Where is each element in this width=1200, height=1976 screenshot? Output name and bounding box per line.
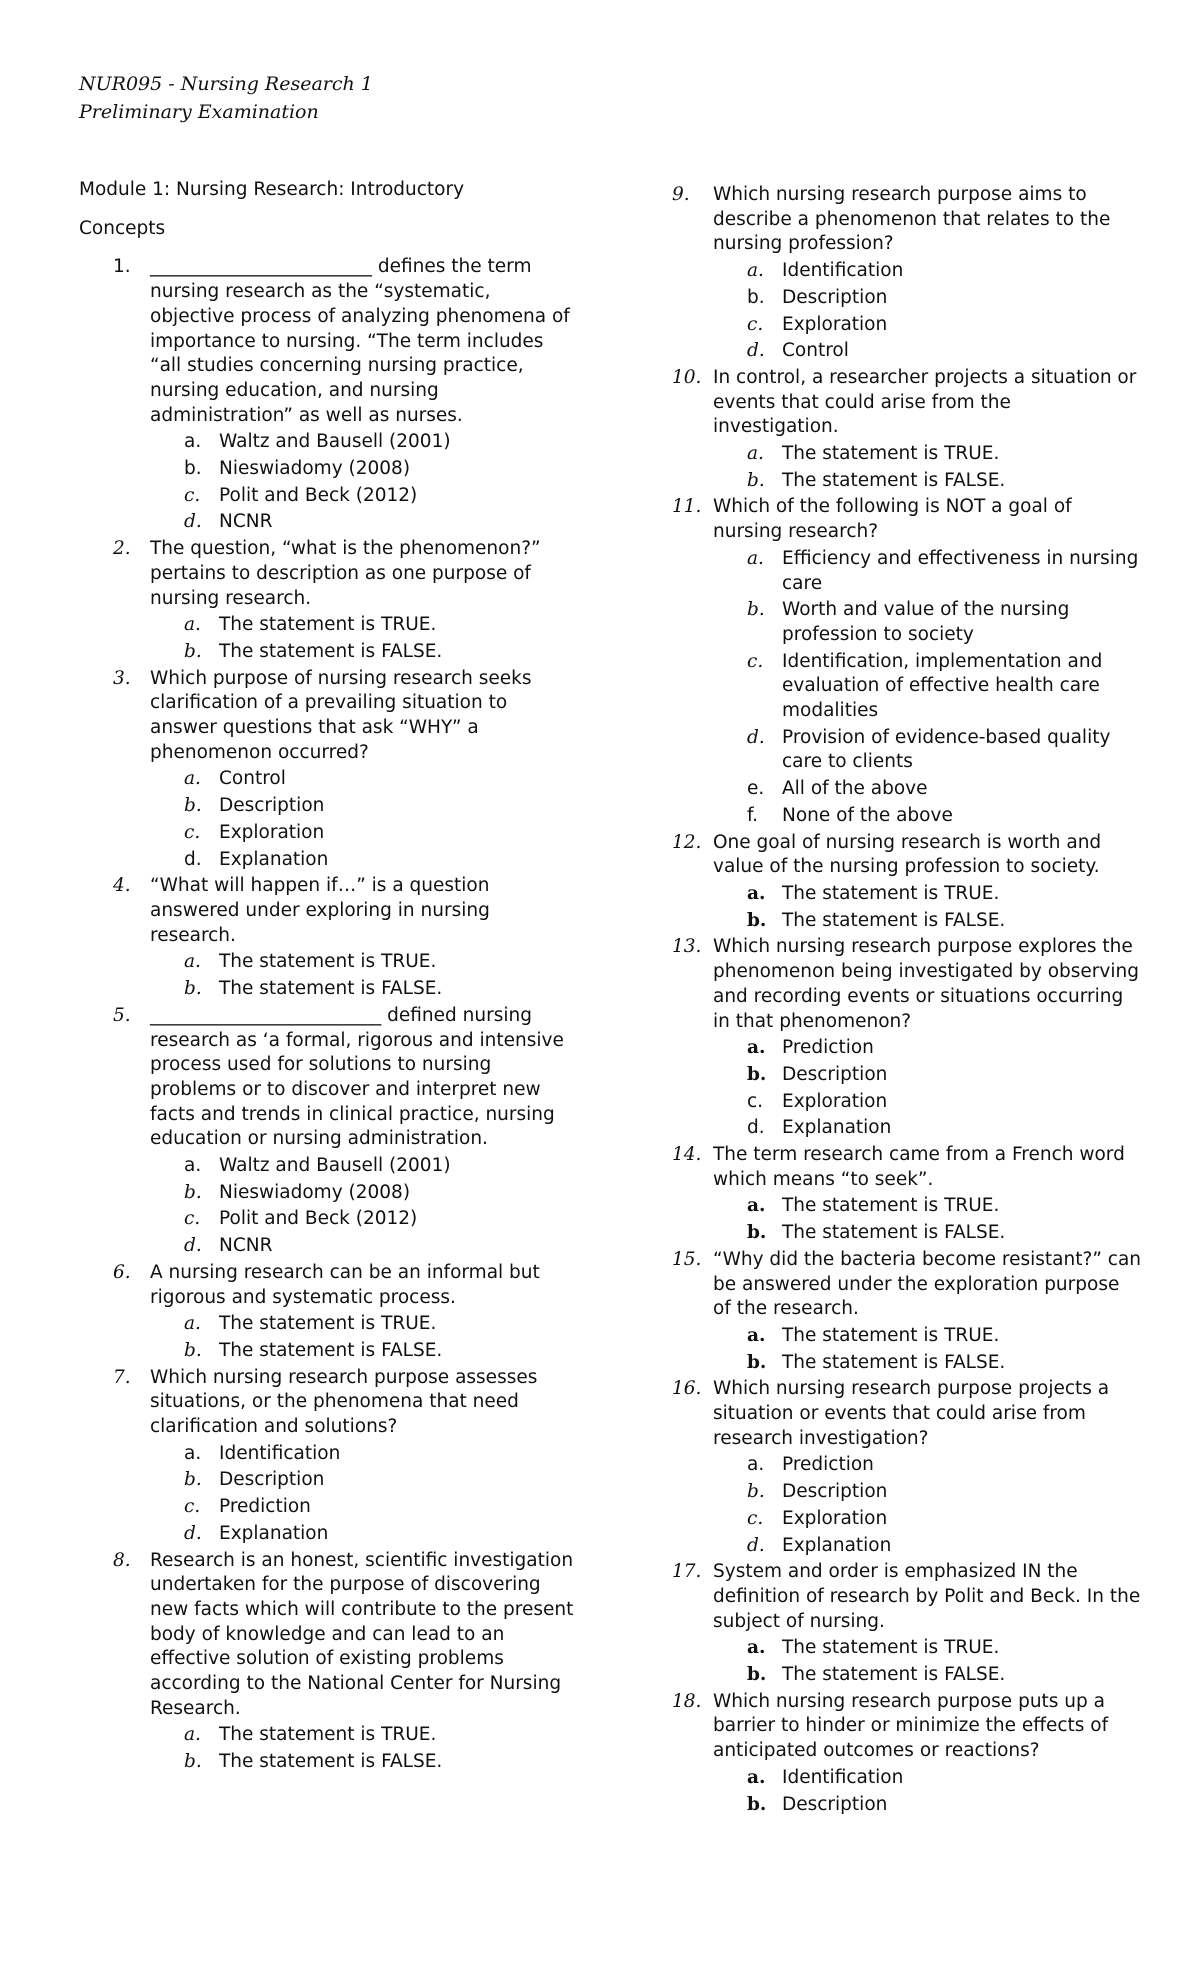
- option-letter: b.: [747, 1063, 767, 1085]
- option-text: The statement is FALSE.: [219, 1339, 443, 1361]
- question-number: 4.: [113, 875, 131, 897]
- answer-option: [79, 1442, 579, 1467]
- option-letter: a.: [184, 614, 201, 636]
- answer-option: [672, 1534, 1142, 1559]
- option-text: The statement is TRUE.: [782, 1637, 1000, 1659]
- option-letter: d.: [184, 511, 202, 533]
- answer-option: [672, 909, 1142, 934]
- question-text: The term research came from a French word which means “to seek”.: [713, 1144, 1125, 1190]
- option-letter: c.: [747, 650, 764, 672]
- question-number: 16.: [672, 1378, 702, 1400]
- answer-options: [150, 1723, 579, 1774]
- answer-option: [79, 430, 579, 455]
- left-column: [79, 178, 579, 1777]
- answer-option: [79, 484, 579, 509]
- answer-options: [150, 1154, 579, 1259]
- answer-options: [713, 442, 1142, 493]
- answer-options: [713, 1636, 1142, 1687]
- answer-option: [79, 613, 579, 638]
- option-letter: b.: [747, 1793, 767, 1815]
- question-text: System and order is emphasized IN the definition of research by Polit and Beck. In the subject of nursing.: [713, 1561, 1141, 1632]
- option-text: NCNR: [219, 1235, 273, 1257]
- option-text: Exploration: [782, 313, 888, 335]
- option-letter: b.: [747, 1664, 767, 1686]
- option-text: None of the above: [782, 804, 953, 826]
- option-text: The statement is FALSE.: [782, 1351, 1006, 1373]
- option-text: Identification, implementation and evaluation of effective health care modalities: [782, 650, 1103, 722]
- answer-option: [672, 1063, 1142, 1088]
- question-number: 14.: [672, 1144, 702, 1166]
- answer-option: [672, 469, 1142, 494]
- question-text: Which of the following is NOT a goal of nursing research?: [713, 496, 1072, 543]
- answer-option: [79, 640, 579, 665]
- option-text: The statement is TRUE.: [219, 1313, 437, 1335]
- option-text: Prediction: [219, 1496, 311, 1518]
- answer-options: [713, 1324, 1142, 1375]
- question-text: Which nursing research purpose puts up a barrier to hinder or minimize the effects of anticipated outcomes or reactions?: [713, 1690, 1109, 1762]
- option-letter: a.: [747, 1195, 766, 1217]
- option-letter: b.: [747, 909, 767, 931]
- option-text: Prediction: [782, 1454, 874, 1476]
- option-letter: a.: [747, 1037, 766, 1059]
- question-text: Research is an honest, scientific investigation undertaken for the purpose of discovering new facts which will contribute to the present body of knowledge and can lead to an effective solution of existing problems according to the National Center for Nursing Research.: [150, 1549, 574, 1719]
- answer-option: [672, 1351, 1142, 1376]
- question-item: [79, 667, 579, 873]
- question-text: One goal of nursing research is worth and value of the nursing profession to society.: [713, 831, 1102, 878]
- option-letter: d.: [747, 340, 765, 362]
- answer-option: [79, 1234, 579, 1259]
- option-text: Description: [219, 795, 325, 817]
- option-text: Explanation: [219, 1522, 329, 1544]
- question-item: [79, 1549, 579, 1775]
- option-text: Exploration: [782, 1507, 888, 1529]
- option-text: Identification: [219, 1442, 341, 1464]
- option-text: Description: [782, 1793, 888, 1815]
- option-text: The statement is TRUE.: [782, 1324, 1000, 1346]
- question-text: _________________________ defined nursing research as ‘a formal, rigorous and intensive process used for solutions to nursing problems or to discover and interpret new facts and trends in clinical practice, nursing education or nursing administration.: [150, 1004, 564, 1150]
- answer-option: [672, 1507, 1142, 1532]
- question-item: [79, 1366, 579, 1547]
- answer-option: [79, 1154, 579, 1179]
- option-letter: b.: [747, 599, 765, 621]
- option-text: The statement is FALSE.: [219, 1751, 443, 1773]
- answer-options: [713, 259, 1142, 364]
- answer-options: [713, 547, 1142, 829]
- option-text: Exploration: [782, 1090, 888, 1112]
- document-header: [79, 70, 373, 126]
- answer-option: [672, 1036, 1142, 1061]
- answer-option: [672, 650, 1142, 724]
- option-letter: a.: [184, 1155, 202, 1177]
- question-number: 3.: [113, 667, 131, 689]
- question-text: Which nursing research purpose assesses situations, or the phenomena that need clarification and solutions?: [150, 1366, 538, 1438]
- option-text: Waltz and Bausell (2001): [219, 1155, 451, 1177]
- option-text: Nieswiadomy (2008): [219, 458, 411, 480]
- answer-option: [672, 547, 1142, 596]
- option-text: The statement is FALSE.: [219, 978, 443, 1000]
- option-letter: a.: [184, 768, 201, 790]
- answer-options: [713, 1036, 1142, 1141]
- answer-option: [79, 794, 579, 819]
- option-text: Exploration: [219, 821, 325, 843]
- option-text: The statement is FALSE.: [782, 1664, 1006, 1686]
- answer-option: [672, 1636, 1142, 1661]
- option-letter: c.: [184, 821, 201, 843]
- answer-option: [672, 1116, 1142, 1141]
- question-number: 11.: [672, 496, 702, 518]
- option-letter: b.: [184, 640, 202, 662]
- question-number: 5.: [113, 1004, 131, 1026]
- option-letter: b.: [184, 1339, 202, 1361]
- question-text: A nursing research can be an informal but rigorous and systematic process.: [150, 1261, 540, 1308]
- question-number: 2.: [113, 538, 131, 560]
- question-number: 9.: [672, 184, 690, 205]
- answer-option: [672, 882, 1142, 907]
- question-item: [672, 495, 1142, 828]
- answer-option: [79, 1312, 579, 1337]
- option-letter: a.: [184, 1724, 201, 1746]
- question-number: 10.: [672, 366, 702, 388]
- right-column: [672, 181, 1142, 1819]
- option-text: Polit and Beck (2012): [219, 484, 418, 506]
- question-item: [79, 255, 579, 535]
- option-text: Prediction: [782, 1037, 874, 1059]
- option-text: Description: [782, 1481, 888, 1503]
- option-text: The statement is TRUE.: [782, 1195, 1000, 1217]
- question-item: [672, 935, 1142, 1141]
- answer-option: [672, 1766, 1142, 1791]
- option-letter: b.: [747, 469, 765, 491]
- option-letter: b.: [184, 458, 202, 480]
- answer-option: [79, 821, 579, 846]
- answer-options: [150, 950, 579, 1001]
- answer-option: [672, 804, 1142, 829]
- option-letter: a.: [747, 1766, 766, 1788]
- option-text: Nieswiadomy (2008): [219, 1181, 411, 1203]
- answer-option: [672, 1793, 1142, 1818]
- option-text: Description: [782, 286, 888, 308]
- question-text: “What will happen if…” is a question answered under exploring in nursing research.: [150, 875, 490, 946]
- option-letter: a.: [747, 882, 766, 904]
- option-letter: b.: [184, 795, 202, 817]
- option-text: Waltz and Bausell (2001): [219, 431, 451, 453]
- question-item: [672, 1377, 1142, 1558]
- option-letter: a.: [184, 431, 202, 453]
- answer-option: [79, 1339, 579, 1364]
- option-text: The statement is TRUE.: [782, 443, 1000, 465]
- question-number: 15.: [672, 1248, 702, 1270]
- answer-option: [79, 1468, 579, 1493]
- answer-option: [672, 313, 1142, 338]
- option-text: Efficiency and effectiveness in nursing care: [782, 547, 1139, 594]
- answer-option: [79, 1495, 579, 1520]
- option-letter: b.: [747, 1481, 765, 1503]
- question-item: [672, 1143, 1142, 1246]
- answer-option: [672, 1324, 1142, 1349]
- answer-option: [672, 442, 1142, 467]
- option-text: Explanation: [782, 1534, 892, 1556]
- option-letter: a.: [747, 547, 764, 569]
- option-text: Explanation: [219, 848, 329, 870]
- question-text: Which nursing research purpose projects a situation or events that could arise from research investigation?: [713, 1378, 1110, 1449]
- question-item: [672, 366, 1142, 494]
- option-text: The statement is FALSE.: [782, 909, 1006, 931]
- option-letter: a.: [184, 1442, 202, 1464]
- question-item: [79, 537, 579, 665]
- option-letter: b.: [184, 1469, 202, 1491]
- option-text: The statement is TRUE.: [219, 1724, 437, 1746]
- answer-options: [150, 430, 579, 535]
- option-letter: b.: [747, 286, 765, 308]
- question-text: In control, a researcher projects a situation or events that could arise from the investigation.: [713, 366, 1137, 438]
- answer-option: [672, 339, 1142, 364]
- option-letter: c.: [747, 1090, 764, 1112]
- option-letter: a.: [184, 1313, 201, 1335]
- question-item: [672, 1560, 1142, 1688]
- question-number: 1.: [113, 256, 131, 278]
- option-letter: a.: [747, 443, 764, 465]
- module-title: Module 1: Nursing Research: Introductory: [79, 179, 465, 200]
- answer-option: [672, 598, 1142, 647]
- option-text: Explanation: [782, 1117, 892, 1139]
- option-text: The statement is TRUE.: [219, 614, 437, 636]
- question-number: 8.: [113, 1549, 131, 1571]
- module-heading: [79, 178, 579, 241]
- answer-option: [79, 767, 579, 792]
- question-number: 17.: [672, 1561, 702, 1583]
- question-text: Which purpose of nursing research seeks clarification of a prevailing situation to answer questions that ask “WHY” a phenomenon occurred?: [150, 667, 532, 763]
- option-text: Worth and value of the nursing profession to society: [782, 599, 1070, 645]
- option-letter: b.: [747, 1351, 767, 1373]
- answer-option: [79, 1181, 579, 1206]
- exam-title: Preliminary Examination: [79, 101, 319, 123]
- question-number: 18.: [672, 1690, 702, 1712]
- option-text: Identification: [782, 1766, 904, 1788]
- option-letter: c.: [747, 1507, 764, 1529]
- answer-option: [672, 726, 1142, 775]
- module-title-continued: Concepts: [79, 217, 166, 239]
- question-number: 13.: [672, 936, 702, 958]
- option-letter: b.: [184, 1751, 202, 1773]
- answer-options: [713, 1194, 1142, 1245]
- question-item: [79, 874, 579, 1002]
- option-text: Description: [219, 1469, 325, 1491]
- question-text: “Why did the bacteria become resistant?” can be answered under the exploration purpose of the research.: [713, 1248, 1142, 1320]
- option-letter: d.: [747, 1117, 765, 1139]
- answer-options: [150, 1312, 579, 1363]
- question-item: [672, 831, 1142, 934]
- answer-options: [150, 767, 579, 872]
- option-letter: b.: [184, 1181, 202, 1203]
- option-letter: c.: [747, 313, 764, 335]
- answer-option: [672, 1663, 1142, 1688]
- option-letter: d.: [184, 848, 202, 870]
- option-letter: d.: [747, 726, 765, 748]
- answer-option: [672, 1480, 1142, 1505]
- question-item: [79, 1261, 579, 1364]
- answer-option: [79, 510, 579, 535]
- option-letter: a.: [747, 260, 764, 282]
- course-title: NUR095 - Nursing Research 1: [79, 73, 373, 95]
- question-item: [79, 1004, 579, 1259]
- option-letter: a.: [747, 1454, 765, 1476]
- option-text: Identification: [782, 260, 904, 282]
- option-text: NCNR: [219, 511, 273, 533]
- answer-option: [672, 777, 1142, 802]
- option-text: The statement is FALSE.: [782, 1222, 1006, 1244]
- question-item: [672, 1248, 1142, 1376]
- answer-options: [150, 1442, 579, 1547]
- option-text: The statement is FALSE.: [782, 469, 1006, 491]
- option-text: Description: [782, 1063, 888, 1085]
- option-letter: d.: [184, 1235, 202, 1257]
- answer-option: [672, 259, 1142, 284]
- answer-option: [672, 1221, 1142, 1246]
- answer-option: [79, 1522, 579, 1547]
- option-text: The statement is TRUE.: [782, 882, 1000, 904]
- answer-option: [79, 848, 579, 873]
- answer-option: [672, 1090, 1142, 1115]
- answer-options: [713, 1766, 1142, 1817]
- option-letter: c.: [184, 1208, 201, 1230]
- question-item: [672, 183, 1142, 364]
- option-letter: a.: [184, 951, 201, 973]
- option-letter: c.: [184, 484, 201, 506]
- option-text: Control: [782, 340, 849, 362]
- option-letter: e.: [747, 778, 765, 800]
- answer-option: [672, 1194, 1142, 1219]
- question-item: [672, 1690, 1142, 1818]
- answer-option: [79, 950, 579, 975]
- question-number: 6.: [113, 1261, 131, 1283]
- question-text: ________________________ defines the term nursing research as the “systematic, objective process of analyzing phenomena of importance to nursing. “The term includes “all studies concerning nursing practice, nursing education, and nursing administration” as well as nurses.: [150, 256, 570, 426]
- option-text: Provision of evidence-based quality care to clients: [782, 726, 1111, 773]
- answer-option: [672, 286, 1142, 311]
- question-number: 7.: [113, 1366, 131, 1388]
- answer-option: [79, 977, 579, 1002]
- option-letter: f.: [747, 804, 759, 826]
- answer-options: [713, 1453, 1142, 1558]
- option-text: Polit and Beck (2012): [219, 1208, 418, 1230]
- option-text: The statement is FALSE.: [219, 640, 443, 662]
- answer-options: [713, 882, 1142, 933]
- answer-option: [79, 457, 579, 482]
- answer-option: [79, 1723, 579, 1748]
- answer-option: [79, 1207, 579, 1232]
- option-text: The statement is TRUE.: [219, 951, 437, 973]
- answer-option: [79, 1750, 579, 1775]
- answer-options: [150, 613, 579, 664]
- option-text: All of the above: [782, 778, 928, 800]
- option-letter: b.: [747, 1222, 767, 1244]
- question-text: The question, “what is the phenomenon?” pertains to description as one purpose of nursing research.: [150, 538, 541, 609]
- answer-option: [672, 1453, 1142, 1478]
- option-letter: d.: [747, 1534, 765, 1556]
- option-letter: a.: [747, 1324, 766, 1346]
- option-letter: b.: [184, 978, 202, 1000]
- option-text: Control: [219, 768, 286, 790]
- option-letter: a.: [747, 1637, 766, 1659]
- option-letter: c.: [184, 1496, 201, 1518]
- option-letter: d.: [184, 1522, 202, 1544]
- question-text: Which nursing research purpose explores the phenomenon being investigated by observing and recording events or situations occurring in that phenomenon?: [713, 936, 1139, 1032]
- question-text: Which nursing research purpose aims to describe a phenomenon that relates to the nursing profession?: [713, 184, 1111, 255]
- question-number: 12.: [672, 831, 702, 853]
